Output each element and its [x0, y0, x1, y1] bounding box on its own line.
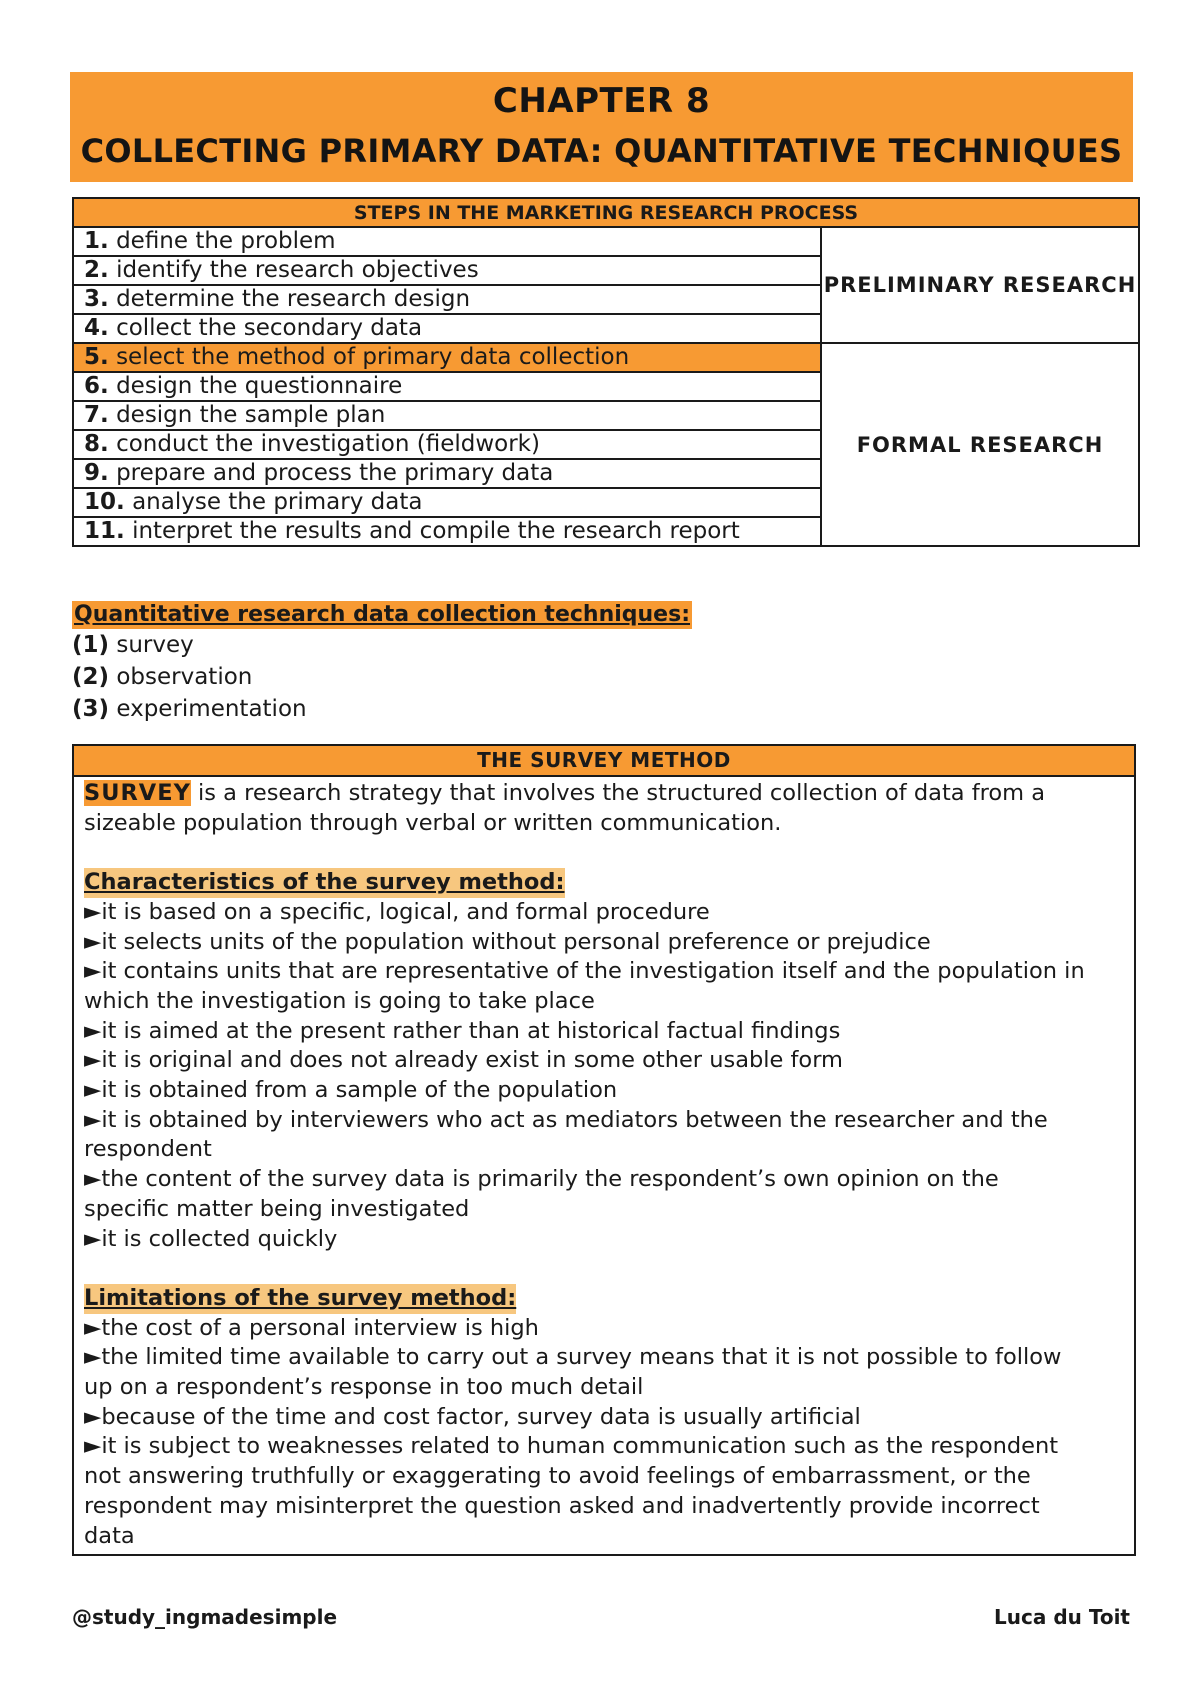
- characteristic-item: ► it is aimed at the present rather than at historical factual findings: [84, 1017, 1124, 1047]
- step-number: 6.: [84, 373, 109, 399]
- definition-term: SURVEY: [84, 780, 191, 806]
- step-number: 5.: [84, 344, 109, 370]
- steps-table-heading: STEPS IN THE MARKETING RESEARCH PROCESS: [73, 198, 1139, 227]
- limitation-item: ► because of the time and cost factor, survey data is usually artificial: [84, 1403, 1124, 1433]
- limitation-continuation: up on a respondent’s response in too much detail: [84, 1374, 644, 1401]
- step-cell: [73, 488, 821, 517]
- limitation-continuation: not answering truthfully or exaggerating to avoid feelings of embarrassment, or the: [84, 1463, 1031, 1490]
- definition-line: [84, 779, 1124, 809]
- characteristic-continuation: specific matter being investigated: [84, 1195, 470, 1222]
- step-text: analyse the primary data: [132, 489, 423, 515]
- step-cell: [73, 430, 821, 459]
- step-cell: [73, 343, 821, 372]
- step-number: 4.: [84, 315, 109, 341]
- step-cell: [73, 517, 821, 546]
- step-text: determine the research design: [116, 286, 471, 312]
- step-text: select the method of primary data collection: [116, 344, 630, 370]
- step-cell: [73, 314, 821, 343]
- step-cell: [73, 401, 821, 430]
- characteristic-item: ► it is obtained by interviewers who act as mediators between the researcher and the: [84, 1106, 1124, 1136]
- step-text: interpret the results and compile the research report: [132, 518, 740, 544]
- steps-table: [72, 197, 1140, 547]
- definition-text: is a research strategy that involves the structured collection of data from a: [190, 780, 1046, 806]
- step-text: prepare and process the primary data: [116, 460, 554, 486]
- step-number: 7.: [84, 402, 109, 428]
- phase-preliminary: PRELIMINARY RESEARCH: [821, 227, 1139, 343]
- technique-text: experimentation: [116, 696, 307, 722]
- characteristic-item: ► it is original and does not already exist in some other usable form: [84, 1046, 1124, 1076]
- step-text: design the questionnaire: [116, 373, 403, 399]
- step-number: 1.: [84, 228, 109, 254]
- survey-method-box: [72, 744, 1136, 1556]
- step-text: design the sample plan: [116, 402, 386, 428]
- survey-method-body: [74, 777, 1134, 1551]
- characteristic-continuation: which the investigation is going to take place: [84, 987, 595, 1014]
- limitation-item: ► it is subject to weaknesses related to human communication such as the respondent: [84, 1432, 1124, 1462]
- characteristic-item: ► it is collected quickly: [84, 1225, 1124, 1255]
- step-text: collect the secondary data: [116, 315, 423, 341]
- step-number: 3.: [84, 286, 109, 312]
- characteristics-heading: Characteristics of the survey method:: [84, 868, 565, 898]
- technique-number: (3): [72, 696, 110, 722]
- characteristic-item: ► the content of the survey data is primarily the respondent’s own opinion on the: [84, 1165, 1124, 1195]
- step-number: 11.: [84, 518, 125, 544]
- limitations-heading: Limitations of the survey method:: [84, 1284, 516, 1314]
- chapter-title: COLLECTING PRIMARY DATA: QUANTITATIVE TECHNIQUES: [80, 132, 1123, 170]
- chapter-label: CHAPTER 8: [492, 81, 711, 121]
- technique-number: (1): [72, 632, 110, 658]
- characteristic-item: ► it contains units that are representative of the investigation itself and the population in: [84, 957, 1124, 987]
- step-cell: [73, 372, 821, 401]
- step-cell: [73, 227, 821, 256]
- technique-text: survey: [116, 632, 194, 658]
- techniques-heading: Quantitative research data collection techniques:: [74, 602, 690, 627]
- step-number: 2.: [84, 257, 109, 283]
- step-number: 10.: [84, 489, 125, 515]
- technique-item: [72, 661, 692, 693]
- definition-line: sizeable population through verbal or written communication.: [84, 809, 782, 836]
- technique-item: [72, 629, 692, 661]
- characteristic-continuation: respondent: [84, 1136, 212, 1163]
- techniques-section: [72, 601, 692, 725]
- characteristic-item: ► it selects units of the population without personal preference or prejudice: [84, 928, 1124, 958]
- step-number: 9.: [84, 460, 109, 486]
- limitation-item: ► the limited time available to carry out a survey means that it is not possible to follow: [84, 1343, 1124, 1373]
- technique-number: (2): [72, 664, 110, 690]
- step-cell: [73, 285, 821, 314]
- limitation-item: ► the cost of a personal interview is high: [84, 1314, 1124, 1344]
- survey-method-heading: THE SURVEY METHOD: [74, 746, 1134, 777]
- technique-text: observation: [116, 664, 253, 690]
- step-text: define the problem: [116, 228, 336, 254]
- step-cell: [73, 256, 821, 285]
- step-number: 8.: [84, 431, 109, 457]
- step-text: identify the research objectives: [116, 257, 479, 283]
- step-cell: [73, 459, 821, 488]
- limitation-continuation: data: [84, 1522, 135, 1549]
- footer-author: Luca du Toit: [994, 1605, 1130, 1629]
- step-text: conduct the investigation (fieldwork): [116, 431, 540, 457]
- table-row-highlighted: [73, 343, 1139, 372]
- characteristic-item: ► it is obtained from a sample of the population: [84, 1076, 1124, 1106]
- technique-item: [72, 693, 692, 725]
- limitation-continuation: respondent may misinterpret the question asked and inadvertently provide incorrect: [84, 1492, 1040, 1519]
- title-banner: [70, 72, 1133, 182]
- footer-handle: @study_ingmadesimple: [72, 1605, 338, 1629]
- characteristic-item: ► it is based on a specific, logical, and formal procedure: [84, 898, 1124, 928]
- phase-formal: FORMAL RESEARCH: [821, 343, 1139, 546]
- table-row: [73, 227, 1139, 256]
